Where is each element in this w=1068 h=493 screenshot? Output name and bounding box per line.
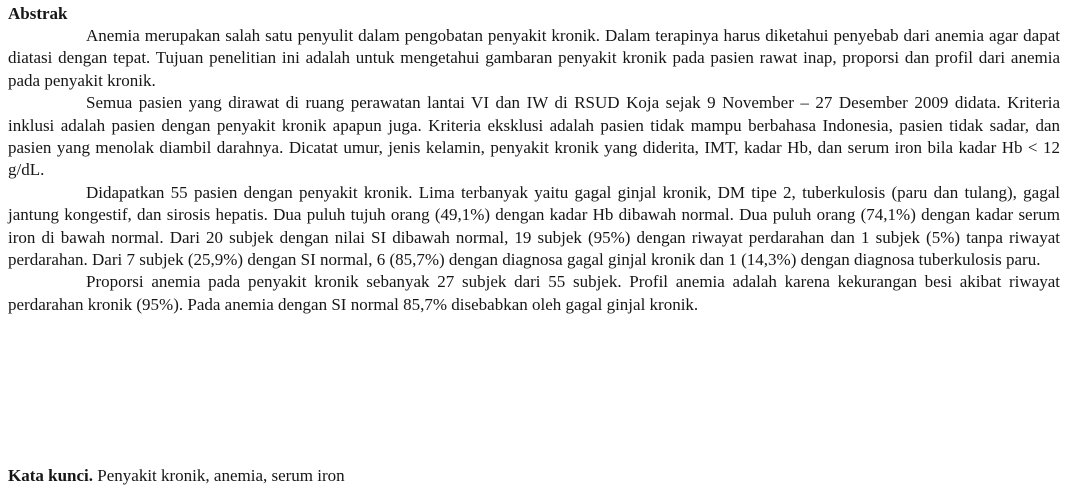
keywords-text: Penyakit kronik, anemia, serum iron	[97, 466, 345, 485]
abstract-heading: Abstrak	[8, 4, 68, 23]
abstract-section	[8, 3, 1060, 485]
keywords-label: Kata kunci.	[8, 466, 94, 485]
abstract-paragraph-conclusion: Proporsi anemia pada penyakit kronik sebanyak 27 subjek dari 55 subjek. Profil anemia adalah karena kekurangan besi akibat riwayat perdarahan kronik (95%). Pada anemia dengan SI normal 85,7% disebabkan oleh gagal ginjal kronik.	[8, 272, 1060, 314]
abstract-paragraph-background: Anemia merupakan salah satu penyulit dalam pengobatan penyakit kronik. Dalam terapinya harus diketahui penyebab dari anemia agar dapat diatasi dengan tepat. Tujuan penelitian ini adalah untuk mengetahui gambaran penyakit kronik pada pasien rawat inap, proporsi dan profil dari anemia pada penyakit kronik.	[8, 26, 1060, 90]
abstract-paragraph-methods: Semua pasien yang dirawat di ruang perawatan lantai VI dan IW di RSUD Koja sejak 9 November – 27 Desember 2009 didata. Kriteria inklusi adalah pasien dengan penyakit kronik apapun juga. Kriteria eksklusi adalah pasien tidak mampu berbahasa Indonesia, pasien tidak sadar, dan pasien yang menolak diambil darahnya. Dicatat umur, jenis kelamin, penyakit kronik yang diderita, IMT, kadar Hb, dan serum iron bila kadar Hb < 12 g/dL.	[8, 93, 1060, 180]
abstract-paragraph-results: Didapatkan 55 pasien dengan penyakit kronik. Lima terbanyak yaitu gagal ginjal kronik, DM tipe 2, tuberkulosis (paru dan tulang), gagal jantung kongestif, dan sirosis hepatis. Dua puluh tujuh orang (49,1%) dengan kadar Hb dibawah normal. Dua puluh orang (74,1%) dengan kadar serum iron di bawah normal. Dari 20 subjek dengan nilai SI dibawah normal, 19 subjek (95%) dengan riwayat perdarahan dan 1 subjek (5%) tanpa riwayat perdarahan. Dari 7 subjek (25,9%) dengan SI normal, 6 (85,7%) dengan diagnosa gagal ginjal kronik dan 1 (14,3%) dengan diagnosa tuberkulosis paru.	[8, 182, 1060, 270]
keywords-line	[8, 465, 345, 487]
